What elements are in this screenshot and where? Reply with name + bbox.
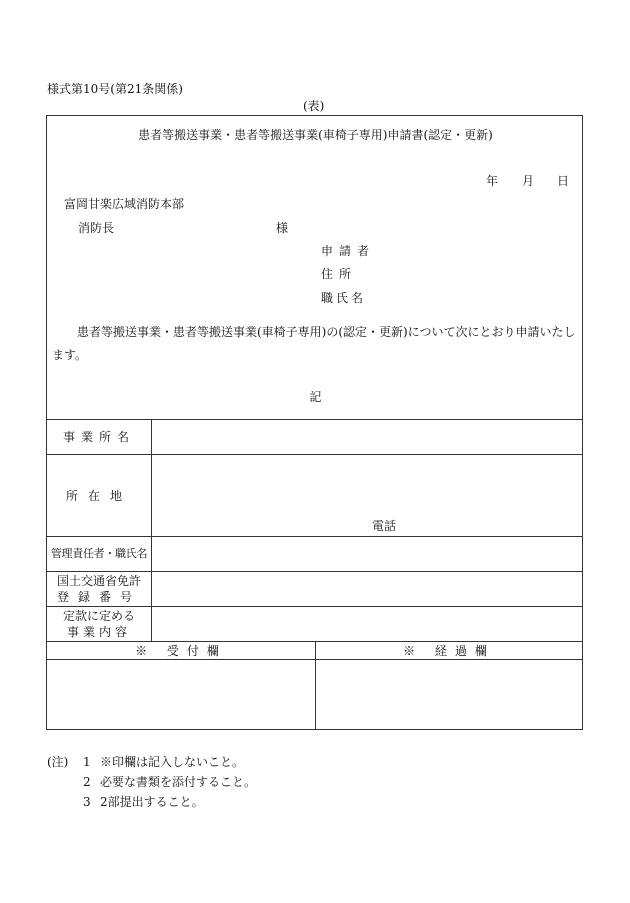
location-label: 所在地 (47, 455, 152, 537)
progress-header: ※ 経過欄 (316, 642, 583, 660)
reception-header: ※ 受付欄 (47, 642, 316, 660)
note-text: ※印欄は記入しないこと。 (100, 755, 245, 769)
office-use-table (46, 641, 583, 730)
articles-field[interactable] (152, 607, 583, 642)
table-row (47, 660, 583, 730)
form-title: 患者等搬送事業・患者等搬送事業(車椅子専用)申請書(認定・更新) (138, 128, 493, 142)
date-day-label: 日 (557, 174, 570, 188)
note-item (47, 792, 256, 812)
application-details-table (46, 419, 583, 642)
registration-label (47, 572, 152, 607)
note-number: 1 (83, 755, 91, 769)
application-form-frame (46, 115, 583, 730)
location-field[interactable] (152, 455, 583, 537)
registration-label-line2: 登録番号 (56, 590, 141, 604)
reception-field (47, 660, 316, 730)
table-row (47, 455, 583, 537)
manager-field[interactable] (152, 537, 583, 572)
phone-label: 電話 (372, 519, 397, 533)
table-row (47, 572, 583, 607)
notes-section (47, 752, 256, 812)
registration-field[interactable] (152, 572, 583, 607)
note-item (47, 752, 256, 772)
table-row (47, 537, 583, 572)
date-year-label: 年 (486, 174, 499, 188)
note-number: 2 (83, 775, 91, 789)
note-item (47, 772, 256, 792)
manager-label: 管理責任者・職氏名 (47, 537, 152, 572)
date-month-label: 月 (522, 174, 535, 188)
articles-label (47, 607, 152, 642)
name-label: 職氏名 (321, 291, 367, 305)
note-number: 3 (83, 795, 91, 809)
table-row (47, 642, 583, 660)
applicant-label: 申請者 (321, 244, 376, 258)
address-label: 住所 (321, 267, 358, 281)
honorific: 様 (276, 221, 289, 235)
page-side-label: (表) (303, 99, 325, 113)
form-number: 様式第10号(第21条関係) (47, 82, 183, 96)
table-row (47, 420, 583, 455)
table-row (47, 607, 583, 642)
articles-label-line2: 事業内容 (66, 625, 131, 639)
articles-label-line1: 定款に定める (62, 609, 135, 623)
addressee-organization: 富岡甘楽広域消防本部 (64, 197, 185, 211)
office-name-label: 事業所名 (47, 420, 152, 455)
addressee-title: 消防長 (78, 221, 115, 235)
notes-label: (注) (47, 755, 69, 769)
application-statement: 患者等搬送事業・患者等搬送事業(車椅子専用)の(認定・更新)について次にとおり申請いたします。 (52, 325, 576, 362)
office-name-field[interactable] (152, 420, 583, 455)
note-text: 2部提出すること。 (100, 795, 204, 809)
ki-heading: 記 (309, 390, 322, 404)
registration-label-line1: 国土交通省免許 (56, 574, 141, 588)
progress-field (316, 660, 583, 730)
note-text: 必要な書類を添付すること。 (100, 775, 257, 789)
